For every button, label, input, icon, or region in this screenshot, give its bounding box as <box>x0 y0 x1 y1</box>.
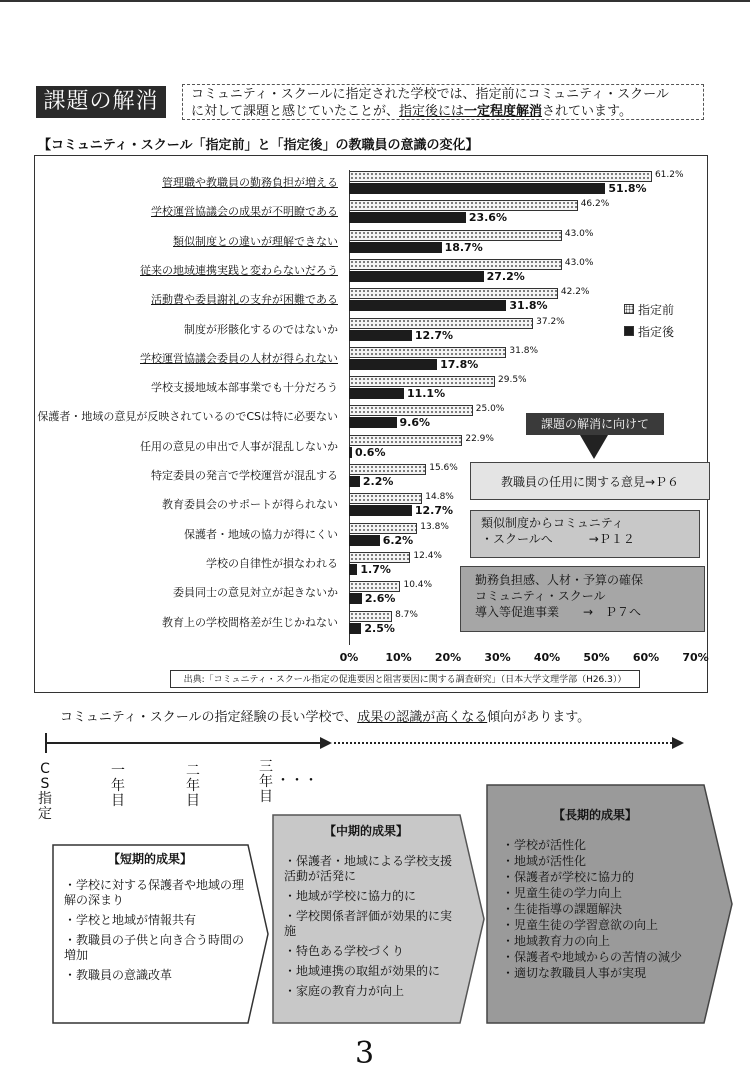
long-term-title: 【長期的成果】 <box>552 808 637 822</box>
list-item: ・生徒指導の課題解決 <box>502 902 623 916</box>
value-label-before: 25.0% <box>475 404 505 415</box>
value-label-before: 37.2% <box>536 316 565 327</box>
intro-text <box>182 84 704 120</box>
value-label-after: 12.7% <box>414 504 454 518</box>
chart-source: 出典:「コミュニティ・スクール指定の促進要因と阻害要因に関する調査研究」（日本大学文理学部（H26.3）） <box>170 670 640 688</box>
value-label-after: 18.7% <box>444 240 483 254</box>
category-label: 学校の自律性が損なわれる <box>206 556 338 570</box>
category-label: 学校支援地域本部事業でも十分だろう <box>151 381 338 395</box>
bar-after <box>349 505 412 516</box>
bar-after <box>349 564 357 575</box>
list-item: ・教職員の意識改革 <box>64 968 173 982</box>
bar-before <box>349 259 562 270</box>
bar-after <box>349 447 352 458</box>
value-label-before: 42.2% <box>560 287 590 298</box>
value-label-after: 12.7% <box>414 328 454 342</box>
down-arrow-icon <box>580 435 608 459</box>
list-item: ・家庭の教育力が向上 <box>284 984 405 998</box>
legend-before: 指定前 <box>624 299 686 321</box>
value-label-after: 11.1% <box>406 387 446 401</box>
value-label-before: 61.2% <box>654 170 684 180</box>
value-label-before: 14.8% <box>425 492 454 503</box>
bar-after <box>349 623 361 634</box>
list-item: ・学校に対する保護者や地域の理解の深まり <box>64 878 245 907</box>
long-term-panel <box>486 784 734 1024</box>
bar-before <box>349 318 533 329</box>
timeline-solid-line <box>46 742 322 744</box>
page-number: 3 <box>355 1036 375 1071</box>
intro-part-d: されています。 <box>542 104 633 119</box>
solution-box2-line1: 類似制度からコミュニティ <box>481 516 624 530</box>
timeline-year2: 二年目 <box>186 763 200 809</box>
solution-box-promotion <box>460 566 705 632</box>
timeline-dotted-line <box>334 742 672 744</box>
bar-after <box>349 271 484 282</box>
value-label-before: 15.6% <box>429 463 458 473</box>
list-item: ・保護者・地域による学校支援活動が活発に <box>284 854 453 883</box>
chart-legend <box>620 297 690 345</box>
value-label-after: 2.6% <box>364 592 396 606</box>
category-label: 活動費や委員謝礼の支弁が困難である <box>151 293 338 307</box>
bar-after <box>349 417 397 428</box>
x-tick-label: 60% <box>632 651 660 664</box>
intro-part-c: 一定程度解消 <box>464 104 543 119</box>
category-label: 保護者・地域の協力が得にくい <box>184 527 338 541</box>
value-label-after: 6.2% <box>382 533 414 547</box>
value-label-after: 2.5% <box>364 621 395 635</box>
bar-before <box>349 230 562 241</box>
mid-term-list <box>284 854 452 1004</box>
list-item: ・保護者や地域からの苦情の減少 <box>502 950 683 964</box>
top-border <box>0 0 750 2</box>
solution-box-appointment: 教職員の任用に関する意見→Ｐ６ <box>470 462 710 500</box>
short-term-list <box>64 878 244 988</box>
trend-text: コミュニティ・スクールの指定経験の長い学校で、成果の認識が高くなる傾向があります。 <box>60 710 591 725</box>
intro-part-a: に対して課題と感じていたことが、 <box>191 104 400 119</box>
solution-box3-line2: コミュニティ・スクール <box>475 589 606 603</box>
x-tick-label: 30% <box>484 651 511 664</box>
value-label-before: 22.9% <box>465 433 494 444</box>
long-term-list <box>502 838 702 982</box>
category-label: 教育委員会のサポートが得られない <box>162 498 338 512</box>
mid-term-panel <box>272 814 486 1024</box>
list-item: ・児童生徒の学習意欲の向上 <box>502 918 659 932</box>
category-label: 委員同士の意見対立が起きないか <box>173 586 338 600</box>
x-tick-label: 50% <box>583 651 610 664</box>
section-title: 課題の解消 <box>36 86 166 118</box>
short-term-panel <box>52 844 270 1024</box>
short-term-title: 【短期的成果】 <box>107 852 192 866</box>
list-item: ・地域が活性化 <box>502 854 587 868</box>
bar-before <box>349 288 558 299</box>
list-item: ・地域教育力の向上 <box>502 934 611 948</box>
bar-after <box>349 359 437 370</box>
bar-after <box>349 535 380 546</box>
intro-line2 <box>191 103 695 120</box>
category-label: 教育上の学校間格差が生じかねない <box>162 615 338 629</box>
list-item: ・適切な教職員人事が実現 <box>502 966 647 980</box>
value-label-after: 17.8% <box>440 357 479 371</box>
list-item: ・学校が活性化 <box>502 838 587 852</box>
bar-before <box>349 611 392 622</box>
bar-before <box>349 523 417 534</box>
bar-before <box>349 493 422 504</box>
bar-after <box>349 476 360 487</box>
value-label-before: 12.4% <box>413 550 442 561</box>
bar-before <box>349 552 410 563</box>
category-label: 従来の地域連携実践と変わらないだろう <box>140 263 338 277</box>
bar-before <box>349 464 426 475</box>
timeline-cs: CS指定 <box>38 761 52 822</box>
arrow-right-icon <box>320 737 332 749</box>
intro-line1: コミュニティ・スクールに指定された学校では、指定前にコミュニティ・スクール <box>191 87 669 102</box>
bar-before <box>349 376 495 387</box>
bar-before <box>349 435 462 446</box>
value-label-before: 43.0% <box>564 228 594 239</box>
solution-box3-line3: 導入等促進事業 → Ｐ７へ <box>475 605 642 619</box>
solution-box-similar-system <box>470 510 700 558</box>
bar-before <box>349 581 400 592</box>
bar-before <box>349 347 506 358</box>
value-label-before: 31.8% <box>509 345 538 356</box>
category-label: 学校運営協議会の成果が不明瞭である <box>151 205 338 219</box>
solution-heading: 課題の解消に向けて <box>526 413 664 435</box>
list-item: ・地域が学校に協力的に <box>284 889 417 903</box>
list-item: ・学校関係者評価が効果的に実施 <box>284 909 453 938</box>
mid-term-title: 【中期的成果】 <box>323 824 408 838</box>
value-label-before: 13.8% <box>420 521 449 532</box>
value-label-after: 23.6% <box>468 211 507 225</box>
bar-before <box>349 171 652 182</box>
bar-after <box>349 593 362 604</box>
category-label: 類似制度との違いが理解できない <box>173 234 338 248</box>
value-label-after: 9.6% <box>399 416 431 430</box>
value-label-after: 51.8% <box>608 182 647 195</box>
value-label-before: 43.0% <box>564 257 594 268</box>
legend-swatch-after <box>624 326 634 336</box>
bar-after <box>349 212 466 223</box>
value-label-after: 0.6% <box>354 445 386 459</box>
category-label: 任用の意見の申出で人事が混乱しないか <box>140 439 338 453</box>
legend-swatch-before <box>624 304 634 314</box>
chart-title: 【コミュニティ・スクール「指定前」と「指定後」の教職員の意識の変化】 <box>38 138 479 153</box>
value-label-before: 8.7% <box>395 609 418 620</box>
category-label: 管理職や教職員の勤務負担が増える <box>162 176 338 189</box>
list-item: ・地域連携の取組が効果的に <box>284 964 441 978</box>
list-item: ・学校と地域が情報共有 <box>64 913 197 927</box>
list-item: ・児童生徒の学力向上 <box>502 886 623 900</box>
solution-box3-line1: 勤務負担感、人材・予算の確保 <box>475 573 644 587</box>
bar-after <box>349 242 442 253</box>
x-tick-label: 40% <box>533 651 561 664</box>
bar-before <box>349 405 473 416</box>
list-item: ・特色ある学校づくり <box>284 944 405 958</box>
bar-after <box>349 183 605 194</box>
x-tick-label: 0% <box>339 651 359 664</box>
bar-after <box>349 388 404 399</box>
value-label-before: 46.2% <box>580 199 610 210</box>
intro-part-b: 指定後には <box>399 104 465 119</box>
legend-after: 指定後 <box>624 321 686 343</box>
timeline-year3: 三年目 <box>259 759 273 805</box>
category-label: 保護者・地域の意見が反映されているのでCSは特に必要ない <box>37 410 338 424</box>
value-label-before: 10.4% <box>403 580 433 591</box>
x-tick-label: 20% <box>434 651 462 664</box>
value-label-after: 2.2% <box>362 475 394 488</box>
x-tick-label: 10% <box>385 651 412 664</box>
arrow-right-icon <box>672 737 684 749</box>
category-label: 制度が形骸化するのではないか <box>184 322 338 336</box>
value-label-after: 27.2% <box>486 269 525 283</box>
value-label-before: 29.5% <box>498 375 527 386</box>
list-item: ・保護者が学校に協力的 <box>502 870 635 884</box>
value-label-after: 1.7% <box>360 562 391 576</box>
category-label: 特定委員の発言で学校運営が混乱する <box>151 469 338 482</box>
list-item: ・教職員の子供と向き合う時間の増加 <box>64 933 245 962</box>
bar-after <box>349 300 506 311</box>
category-label: 学校運営協議会委員の人材が得られない <box>140 351 338 365</box>
x-tick-label: 70% <box>682 651 709 664</box>
bar-after <box>349 330 412 341</box>
timeline-year1: 一年目 <box>111 763 125 809</box>
value-label-after: 31.8% <box>509 299 548 313</box>
solution-box2-line2: ・スクールへ →Ｐ１２ <box>481 532 635 546</box>
bar-before <box>349 200 578 211</box>
timeline-continue: ・・・ <box>276 773 318 789</box>
